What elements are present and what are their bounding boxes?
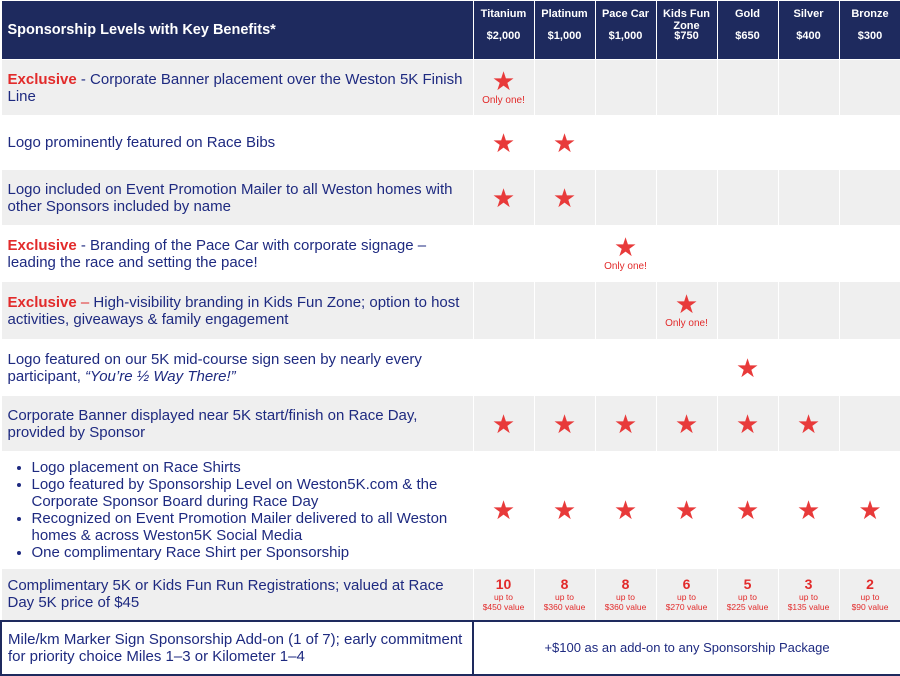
registration-count: 5 <box>718 577 778 592</box>
registration-cell <box>656 569 717 621</box>
registration-up-to: up to <box>840 592 900 602</box>
level-price: $1,000 <box>596 31 656 43</box>
benefit-description <box>1 226 473 282</box>
level-header-pace-car <box>595 1 656 60</box>
benefit-cell <box>839 116 900 170</box>
benefit-cell <box>717 170 778 226</box>
benefit-cell <box>717 452 778 569</box>
benefit-text: Logo featured on our 5K mid-course sign seen by nearly every participant, <box>8 351 422 385</box>
benefit-cell <box>717 226 778 282</box>
benefit-text: High-visibility branding in Kids Fun Zone; option to host activities, giveaways & family engagement <box>8 294 460 328</box>
benefit-description <box>1 282 473 340</box>
benefit-cell <box>839 60 900 116</box>
registration-value: $270 value <box>657 602 717 612</box>
registration-value: $90 value <box>840 602 900 612</box>
benefit-cell <box>778 60 839 116</box>
benefit-bullet-list <box>8 459 465 561</box>
benefit-cell <box>534 116 595 170</box>
level-price: $750 <box>657 31 717 43</box>
star-icon: ★ <box>779 411 839 437</box>
benefit-cell <box>534 396 595 452</box>
star-icon: ★ <box>596 234 656 260</box>
benefit-cell <box>839 340 900 396</box>
benefit-cell <box>473 226 534 282</box>
only-one-note: Only one! <box>474 95 534 107</box>
benefit-cell <box>778 340 839 396</box>
header-row <box>1 1 900 60</box>
benefit-cell <box>595 226 656 282</box>
benefit-cell <box>473 340 534 396</box>
benefit-cell <box>839 170 900 226</box>
star-icon: ★ <box>657 497 717 523</box>
registration-count: 8 <box>596 577 656 592</box>
level-name: Pace Car <box>596 9 656 31</box>
benefit-text: Mile/km Marker Sign Sponsorship Add-on (1 of 7); early commitment for priority choice Miles 1–3 or Kilometer 1–4 <box>8 631 462 665</box>
star-icon: ★ <box>474 411 534 437</box>
registration-up-to: up to <box>657 592 717 602</box>
benefit-description <box>1 569 473 621</box>
exclusive-label: Exclusive <box>8 237 77 254</box>
registration-count: 3 <box>779 577 839 592</box>
benefit-cell <box>534 452 595 569</box>
exclusive-label: Exclusive <box>8 71 77 88</box>
benefit-cell <box>839 396 900 452</box>
table-title: Sponsorship Levels with Key Benefits* <box>1 1 473 60</box>
benefit-cell <box>778 226 839 282</box>
benefit-row <box>1 170 900 226</box>
benefit-cell <box>717 396 778 452</box>
level-price: $650 <box>718 31 778 43</box>
level-price: $400 <box>779 31 839 43</box>
star-icon: ★ <box>718 355 778 381</box>
registration-up-to: up to <box>535 592 595 602</box>
level-price: $300 <box>840 31 900 43</box>
star-icon: ★ <box>779 497 839 523</box>
star-icon: ★ <box>657 411 717 437</box>
list-item: • One complimentary Race Shirt per Sponsorship <box>32 544 465 561</box>
benefit-cell <box>534 170 595 226</box>
exclusive-label: Exclusive <box>8 294 77 311</box>
level-header-platinum <box>534 1 595 60</box>
benefit-cell <box>656 60 717 116</box>
registration-count: 8 <box>535 577 595 592</box>
list-item: • Recognized on Event Promotion Mailer delivered to all Weston homes & across Weston5K Social Media <box>32 510 465 544</box>
benefit-cell <box>656 452 717 569</box>
benefit-cell <box>595 452 656 569</box>
level-name: Kids Fun Zone <box>657 9 717 31</box>
registration-value: $225 value <box>718 602 778 612</box>
star-icon: ★ <box>596 411 656 437</box>
star-icon: ★ <box>535 411 595 437</box>
benefit-row <box>1 340 900 396</box>
benefit-cell <box>534 60 595 116</box>
star-icon: ★ <box>474 130 534 156</box>
benefit-description <box>1 621 473 675</box>
benefit-row <box>1 396 900 452</box>
benefit-row <box>1 226 900 282</box>
registration-cell <box>717 569 778 621</box>
benefit-description <box>1 170 473 226</box>
benefit-text: - Branding of the Pace Car with corporate signage – leading the race and setting the pace! <box>8 237 427 271</box>
level-header-titanium <box>473 1 534 60</box>
level-name: Gold <box>718 9 778 31</box>
star-icon: ★ <box>474 497 534 523</box>
benefit-cell <box>595 116 656 170</box>
benefit-cell <box>839 226 900 282</box>
benefit-cell <box>534 340 595 396</box>
registration-cell <box>778 569 839 621</box>
exclusive-dash: – <box>77 294 94 311</box>
benefit-cell <box>778 170 839 226</box>
benefit-cell <box>778 396 839 452</box>
benefit-description <box>1 60 473 116</box>
registration-cell <box>473 569 534 621</box>
benefit-text: Logo prominently featured on Race Bibs <box>8 134 276 151</box>
benefit-cell <box>473 452 534 569</box>
benefit-cell <box>595 396 656 452</box>
star-icon: ★ <box>718 411 778 437</box>
registration-count: 2 <box>840 577 900 592</box>
star-icon: ★ <box>474 185 534 211</box>
star-icon: ★ <box>535 497 595 523</box>
benefit-text: - Corporate Banner placement over the Weston 5K Finish Line <box>8 71 463 105</box>
registration-value: $360 value <box>535 602 595 612</box>
benefit-row <box>1 282 900 340</box>
benefit-text: Complimentary 5K or Kids Fun Run Registrations; valued at Race Day 5K price of $45 <box>8 577 444 611</box>
registration-up-to: up to <box>718 592 778 602</box>
registration-up-to: up to <box>474 592 534 602</box>
only-one-note: Only one! <box>657 318 717 330</box>
level-header-gold <box>717 1 778 60</box>
benefit-text: Logo included on Event Promotion Mailer to all Weston homes with other Sponsors included by name <box>8 181 453 215</box>
benefit-description <box>1 396 473 452</box>
benefit-cell <box>656 282 717 340</box>
level-price: $1,000 <box>535 31 595 43</box>
benefit-cell <box>778 452 839 569</box>
level-name: Platinum <box>535 9 595 31</box>
registration-count: 6 <box>657 577 717 592</box>
star-icon: ★ <box>535 185 595 211</box>
benefit-cell <box>717 60 778 116</box>
benefit-cell <box>717 282 778 340</box>
level-price: $2,000 <box>474 31 534 43</box>
benefit-description <box>1 340 473 396</box>
star-icon: ★ <box>840 497 900 523</box>
registration-cell <box>839 569 900 621</box>
benefit-cell <box>717 340 778 396</box>
registration-value: $360 value <box>596 602 656 612</box>
registration-value: $135 value <box>779 602 839 612</box>
registration-cell <box>595 569 656 621</box>
benefit-cell <box>595 282 656 340</box>
benefit-cell <box>534 226 595 282</box>
benefit-row <box>1 452 900 569</box>
registration-cell <box>534 569 595 621</box>
only-one-note: Only one! <box>596 261 656 273</box>
star-icon: ★ <box>596 497 656 523</box>
benefit-quote: “You’re ½ Way There!” <box>85 368 236 385</box>
benefit-cell <box>656 226 717 282</box>
benefit-cell <box>656 340 717 396</box>
benefit-row <box>1 60 900 116</box>
benefit-description <box>1 452 473 569</box>
level-header-kids-fun-zone <box>656 1 717 60</box>
level-name: Titanium <box>474 9 534 31</box>
benefit-description <box>1 116 473 170</box>
benefit-cell <box>473 396 534 452</box>
benefit-cell <box>778 116 839 170</box>
benefit-row <box>1 116 900 170</box>
benefit-cell <box>778 282 839 340</box>
benefit-cell <box>473 116 534 170</box>
registration-up-to: up to <box>596 592 656 602</box>
benefit-row <box>1 569 900 621</box>
benefit-cell <box>717 116 778 170</box>
star-icon: ★ <box>718 497 778 523</box>
benefit-cell <box>839 282 900 340</box>
addon-note: +$100 as an add-on to any Sponsorship Package <box>473 621 900 675</box>
benefit-cell <box>595 60 656 116</box>
level-name: Bronze <box>840 9 900 31</box>
addon-row <box>1 621 900 675</box>
star-icon: ★ <box>535 130 595 156</box>
star-icon: ★ <box>474 68 534 94</box>
list-item: • Logo featured by Sponsorship Level on Weston5K.com & the Corporate Sponsor Board during Race Day <box>32 476 465 510</box>
registration-up-to: up to <box>779 592 839 602</box>
level-header-silver <box>778 1 839 60</box>
star-icon: ★ <box>657 291 717 317</box>
list-item: • Logo placement on Race Shirts <box>32 459 465 476</box>
benefit-cell <box>473 170 534 226</box>
registration-value: $450 value <box>474 602 534 612</box>
benefit-cell <box>656 116 717 170</box>
benefit-cell <box>595 340 656 396</box>
benefit-cell <box>534 282 595 340</box>
benefit-cell <box>656 396 717 452</box>
level-name: Silver <box>779 9 839 31</box>
benefit-cell <box>839 452 900 569</box>
benefit-cell <box>656 170 717 226</box>
benefit-cell <box>595 170 656 226</box>
benefit-cell <box>473 282 534 340</box>
benefit-cell <box>473 60 534 116</box>
registration-count: 10 <box>474 577 534 592</box>
benefit-text: Corporate Banner displayed near 5K start/finish on Race Day, provided by Sponsor <box>8 407 418 441</box>
level-header-bronze <box>839 1 900 60</box>
